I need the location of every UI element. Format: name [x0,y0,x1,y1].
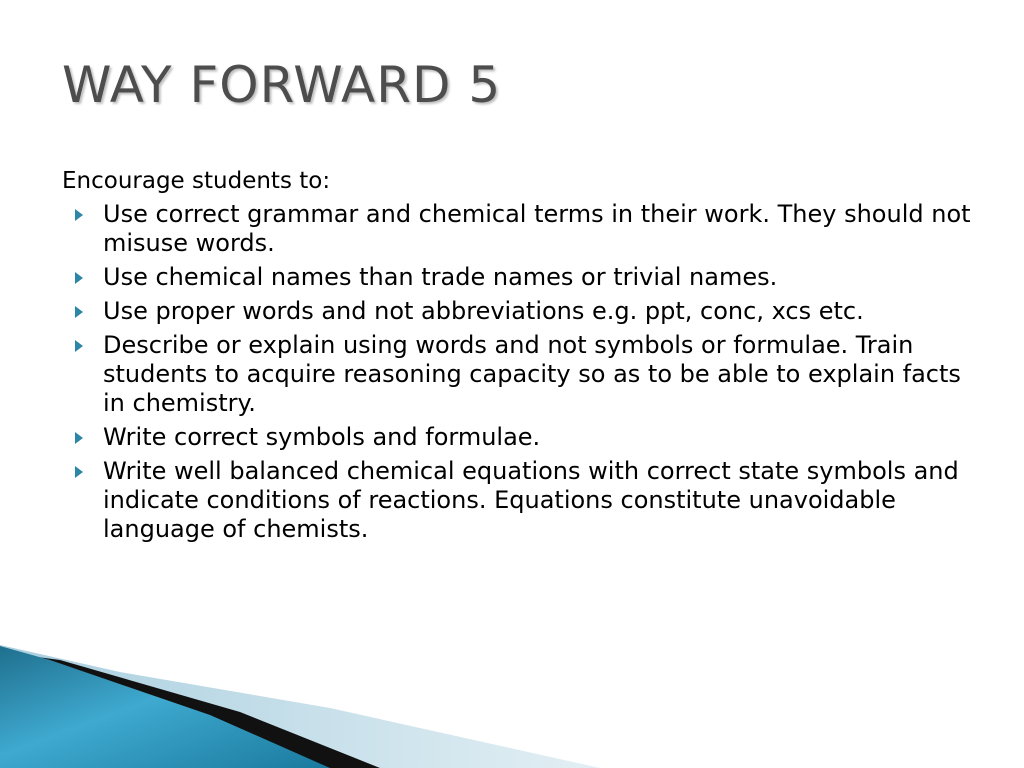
bullet-text: Describe or explain using words and not symbols or formulae. Train students to acquire reasoning capacity so as to be able to explain facts in chemistry. [103,331,961,417]
triangle-right-icon [75,272,83,284]
dark-wave [0,652,380,768]
slide-title: WAY FORWARD 5 [62,56,502,114]
bullet-item [62,297,982,326]
slide-body [62,166,982,549]
bullet-item [62,423,982,452]
bullet-item [62,331,982,418]
bullet-list [62,200,982,544]
triangle-right-icon [75,209,83,221]
bullet-item [62,263,982,292]
triangle-right-icon [75,466,83,478]
triangle-right-icon [75,432,83,444]
triangle-right-icon [75,340,83,352]
bullet-text: Write correct symbols and formulae. [103,423,541,451]
bullet-item [62,200,982,258]
bullet-text: Write well balanced chemical equations with correct state symbols and indicate conditions of reactions. Equations constitute unavoidable language of chemists. [103,457,959,543]
triangle-right-icon [75,306,83,318]
bullet-item [62,457,982,544]
light-wave [0,645,600,768]
bullet-text: Use proper words and not abbreviations e.g. ppt, conc, xcs etc. [103,297,864,325]
intro-text: Encourage students to: [62,168,331,194]
teal-wave [0,646,330,768]
bullet-text: Use correct grammar and chemical terms in their work. They should not misuse words. [103,200,971,257]
bullet-text: Use chemical names than trade names or trivial names. [103,263,778,291]
